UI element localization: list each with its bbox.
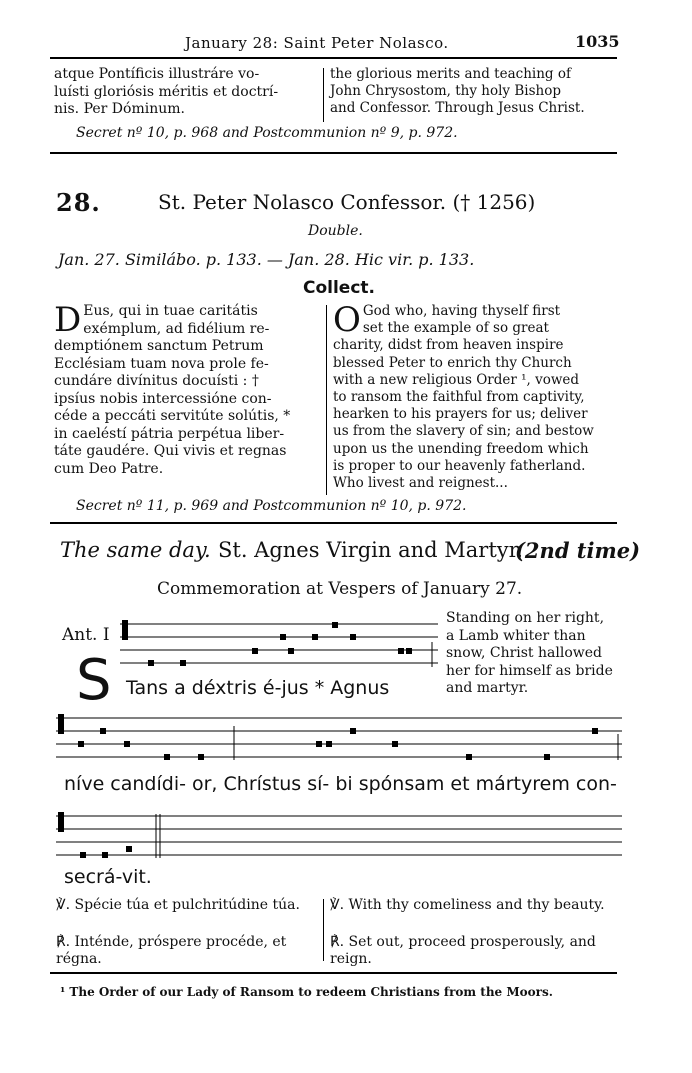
antiphon-label: Ant. I: [62, 625, 110, 645]
same-day-label: The same day.: [60, 538, 211, 562]
top-secret-ref: Secret nº 10, p. 968 and Postcommunion nº 9, p. 972.: [76, 125, 458, 141]
commemoration-time: (2nd time): [515, 538, 641, 563]
versicle-english: ℣. With thy comeliness and thy beauty.: [330, 897, 605, 913]
feast-title: St. Peter Nolasco Confessor. († 1256): [158, 190, 536, 214]
footnote: ¹ The Order of our Lady of Ransom to redeem Christians from the Moors.: [60, 985, 553, 999]
column-divider: [326, 305, 327, 495]
column-divider: [323, 68, 324, 122]
commemoration-title: St. Agnes Virgin and Martyr.: [218, 538, 524, 562]
page-number: 1035: [575, 32, 620, 51]
top-english: the glorious merits and teaching of John Chrysostom, thy holy Bishop and Confessor. Through Jesus Christ.: [330, 66, 585, 117]
header-rule: [50, 57, 617, 59]
chant-initial: S: [76, 648, 112, 713]
chant-text-1: Tans a déxtris é-jus * Agnus: [126, 677, 390, 699]
chant-staff-2: [56, 708, 624, 768]
collect-heading: Collect.: [303, 278, 376, 298]
feast-number: 28.: [56, 188, 101, 217]
top-latin: atque Pontíficis illustráre vo- luísti gloriósis méritis et doctrí- nis. Per Dóminum.: [54, 66, 279, 117]
chant-staff-1: [120, 612, 438, 672]
chant-text-2: níve candídi- or, Chrístus sí- bi spónsam et mártyrem con-: [64, 773, 617, 795]
response-english: ℟. Set out, proceed prosperously, and reign.: [330, 934, 596, 967]
feast-rank: Double.: [308, 223, 363, 239]
drop-cap: D: [54, 300, 82, 340]
footnote-rule: [50, 972, 617, 974]
running-header: January 28: Saint Peter Nolasco.: [185, 34, 449, 52]
collect-secret-ref: Secret nº 11, p. 969 and Postcommunion nº 10, p. 972.: [76, 498, 467, 514]
column-divider: [323, 899, 324, 961]
chant-staff-3: [56, 806, 624, 864]
commemoration-heading: Commemoration at Vespers of January 27.: [157, 579, 523, 599]
antiphon-english: Standing on her right, a Lamb whiter than snow, Christ hallowed her for himself as bride and martyr.: [446, 610, 613, 696]
response-latin: ℟. Inténde, próspere procéde, et régna.: [56, 934, 287, 967]
feast-references: Jan. 27. Similábo. p. 133. — Jan. 28. Hic vir. p. 133.: [58, 250, 475, 269]
versicle-latin: ℣. Spécie túa et pulchritúdine túa.: [56, 897, 300, 913]
chant-text-3: secrá-vit.: [64, 866, 152, 888]
drop-cap: O: [333, 300, 361, 340]
collect-english: O God who, having thyself first set the example of so great charity, didst from heaven inspire blessed Peter to enrich thy Church with a new religious Order ¹, vowed to ransom the faithful from captivity, hearken to his prayers for us; deliver us from the slavery of sin; and bestow upon us the unending freedom which is proper to our heavenly fatherland. Who livest and reignest...: [333, 300, 594, 492]
section-rule: [50, 522, 617, 524]
section-rule: [50, 152, 617, 154]
collect-latin: D Eus, qui in tuae caritátis exémplum, ad fidélium re- demptiónem sanctum Petrum Ecclésiam tuam nova prole fe- cundáre divínitus docuísti : † ipsíus nobis intercessióne con- céde a peccáti servitúte solútis, * in caeléstí pátria perpétua liber- táte gaudére. Qui vivis et regnas cum Deo Patre.: [54, 300, 291, 477]
